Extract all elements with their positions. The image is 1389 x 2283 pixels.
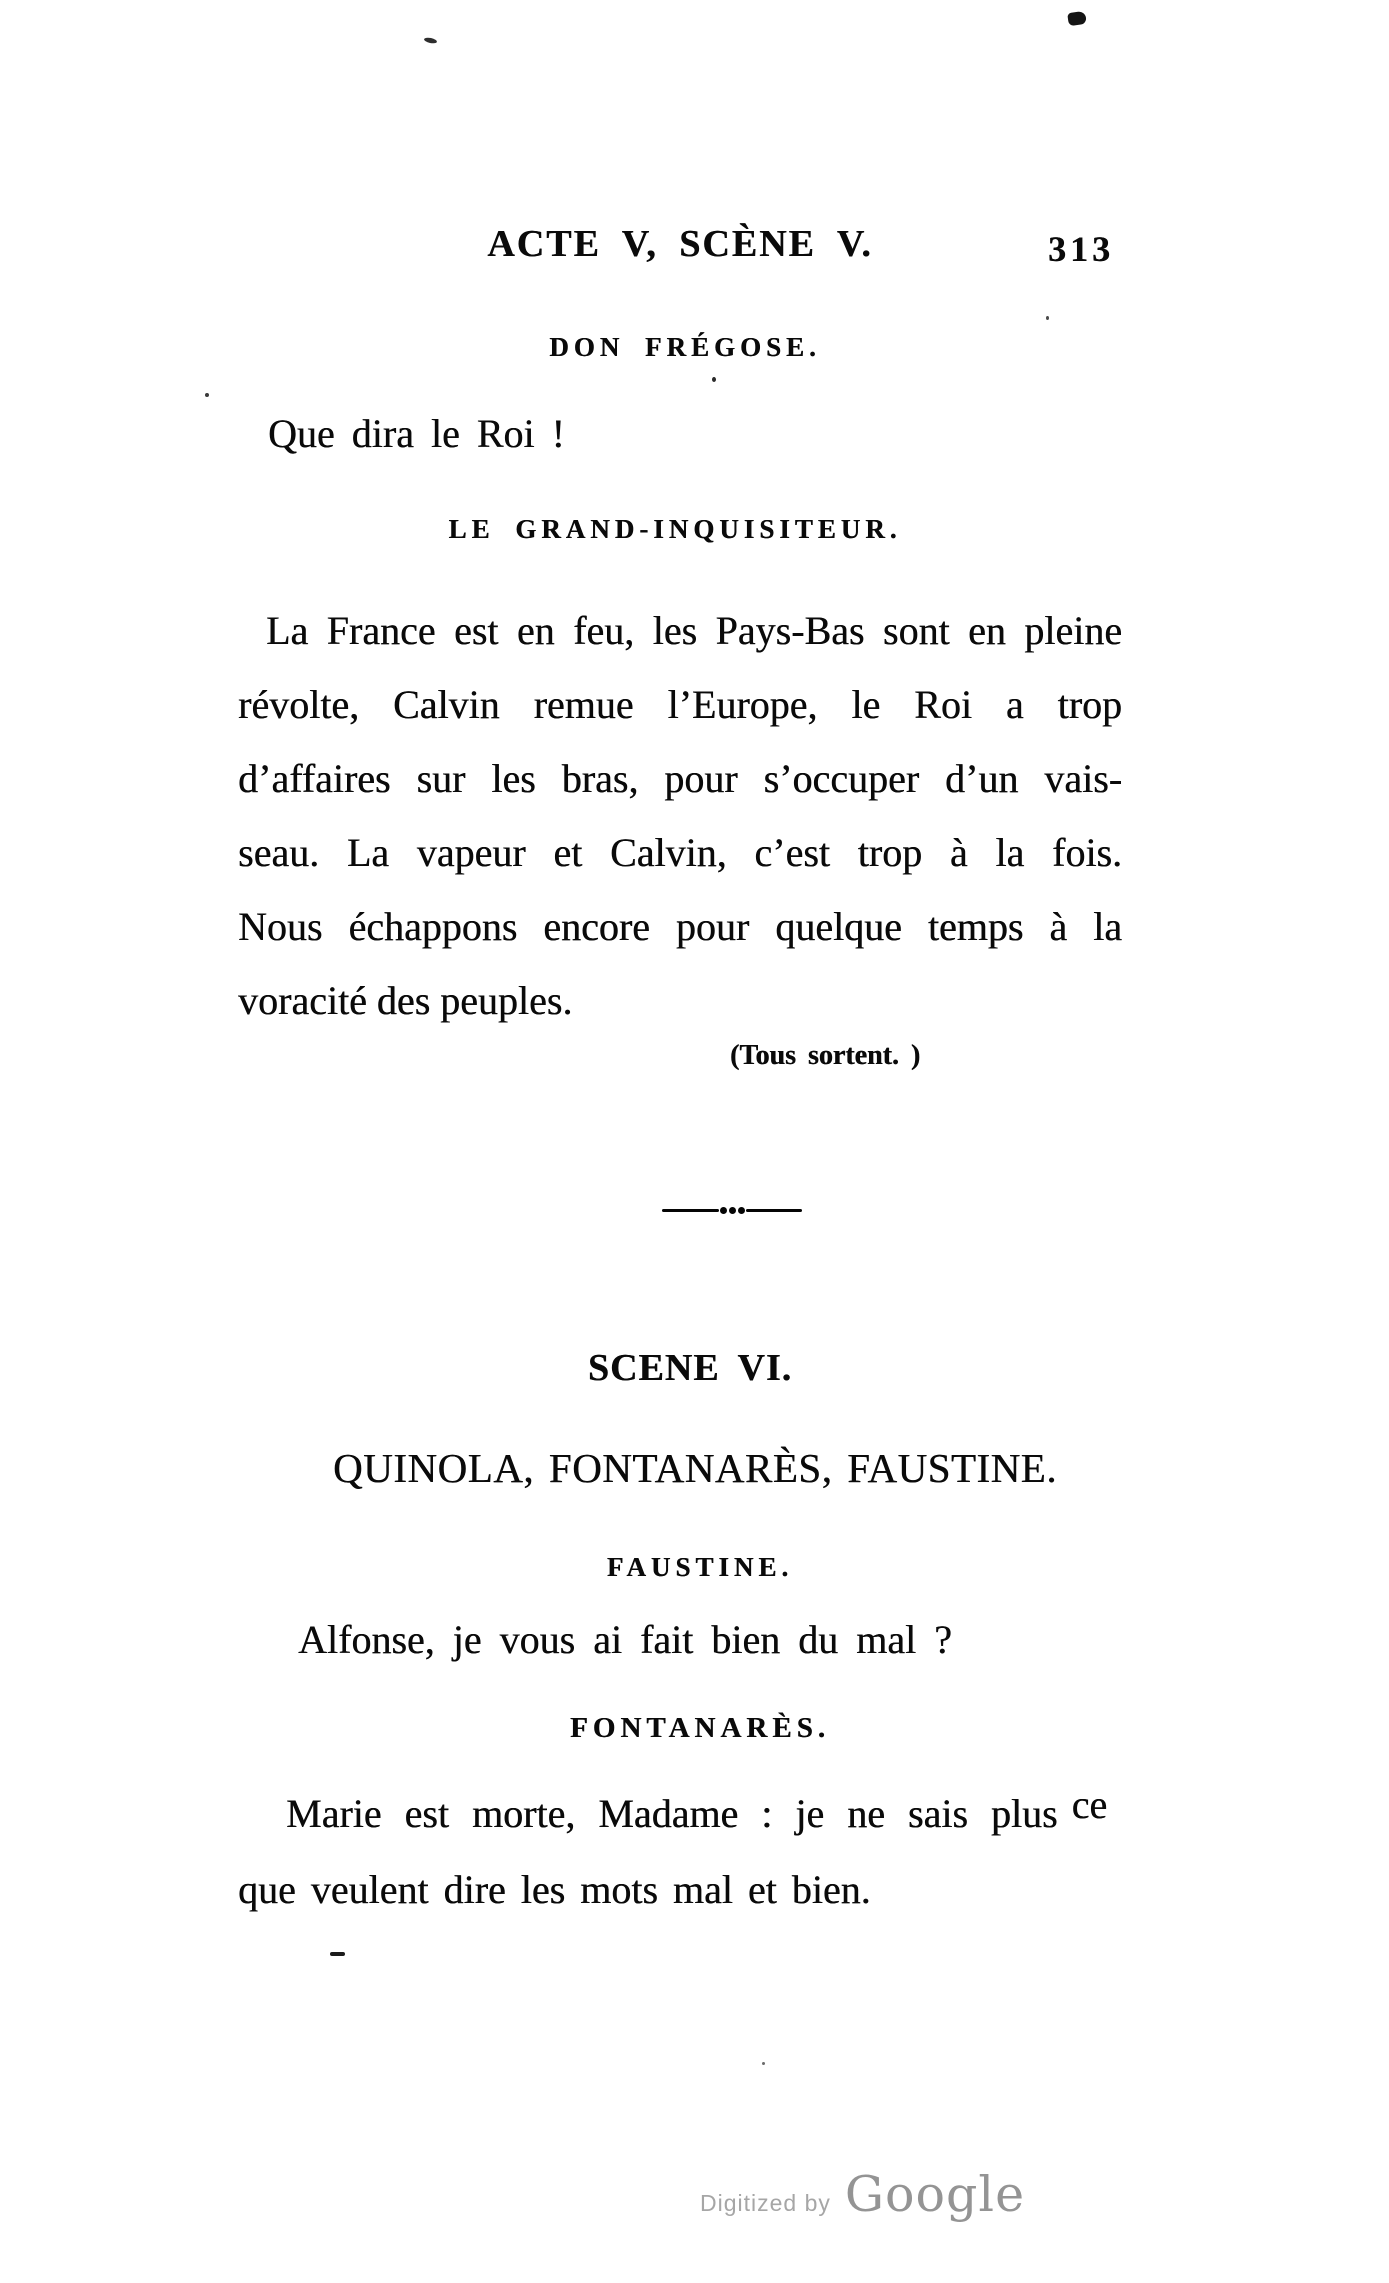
divider-dot bbox=[738, 1207, 745, 1214]
dialogue-text: Marie est morte, Madame : je ne sais plus bbox=[286, 1791, 1058, 1836]
ink-speck bbox=[712, 377, 716, 382]
dialogue-line: Que dira le Roi ! bbox=[268, 411, 565, 456]
scene-heading: SCENE VI. bbox=[587, 1347, 793, 1389]
dialogue-line bbox=[286, 1782, 1108, 1837]
section-divider bbox=[662, 1206, 802, 1215]
speaker-heading-faustine: FAUSTINE. bbox=[606, 1552, 794, 1582]
page-number: 313 bbox=[1048, 229, 1114, 269]
watermark bbox=[700, 2166, 1025, 2223]
speaker-heading-grand-inquisiteur: LE GRAND-INQUISITEUR. bbox=[448, 514, 902, 544]
speech-paragraph bbox=[238, 594, 1122, 1038]
paragraph-line: La France est en feu, les Pays-Bas sont en pleine bbox=[266, 608, 1122, 653]
ink-speck bbox=[762, 2062, 765, 2065]
ink-speck bbox=[424, 37, 438, 45]
stage-direction: (Tous sortent. ) bbox=[730, 1040, 921, 1071]
paragraph-line: Nous échappons encore pour quelque temps à la bbox=[238, 904, 1122, 949]
dialogue-line: que veulent dire les mots mal et bien. bbox=[238, 1867, 871, 1912]
divider-line-left bbox=[662, 1209, 719, 1212]
ink-speck bbox=[1067, 11, 1087, 26]
google-logo: Google bbox=[844, 2166, 1026, 2223]
divider-line-right bbox=[746, 1209, 803, 1212]
divider-dot bbox=[729, 1207, 736, 1214]
dialogue-raised-word: ce bbox=[1071, 1782, 1108, 1827]
speaker-heading-fontanares: FONTANARÈS. bbox=[570, 1712, 830, 1744]
ink-speck bbox=[205, 393, 209, 397]
ink-speck bbox=[330, 1952, 345, 1956]
watermark-text: Digitized by bbox=[700, 2190, 831, 2216]
paragraph-line: voracité des peuples. bbox=[238, 978, 573, 1023]
ink-speck bbox=[1046, 316, 1049, 320]
scene-characters-list: QUINOLA, FONTANARÈS, FAUSTINE. bbox=[333, 1445, 1057, 1491]
dialogue-line: Alfonse, je vous ai fait bien du mal ? bbox=[298, 1617, 952, 1662]
speaker-heading-don-fregose: DON FRÉGOSE. bbox=[549, 332, 821, 362]
paragraph-line: d’affaires sur les bras, pour s’occuper d’un vais- bbox=[238, 756, 1122, 801]
divider-dot bbox=[720, 1207, 727, 1214]
paragraph-line: révolte, Calvin remue l’Europe, le Roi a trop bbox=[238, 682, 1122, 727]
paragraph-line: seau. La vapeur et Calvin, c’est trop à la fois. bbox=[238, 830, 1122, 875]
running-head: ACTE V, SCÈNE V. bbox=[487, 223, 873, 265]
